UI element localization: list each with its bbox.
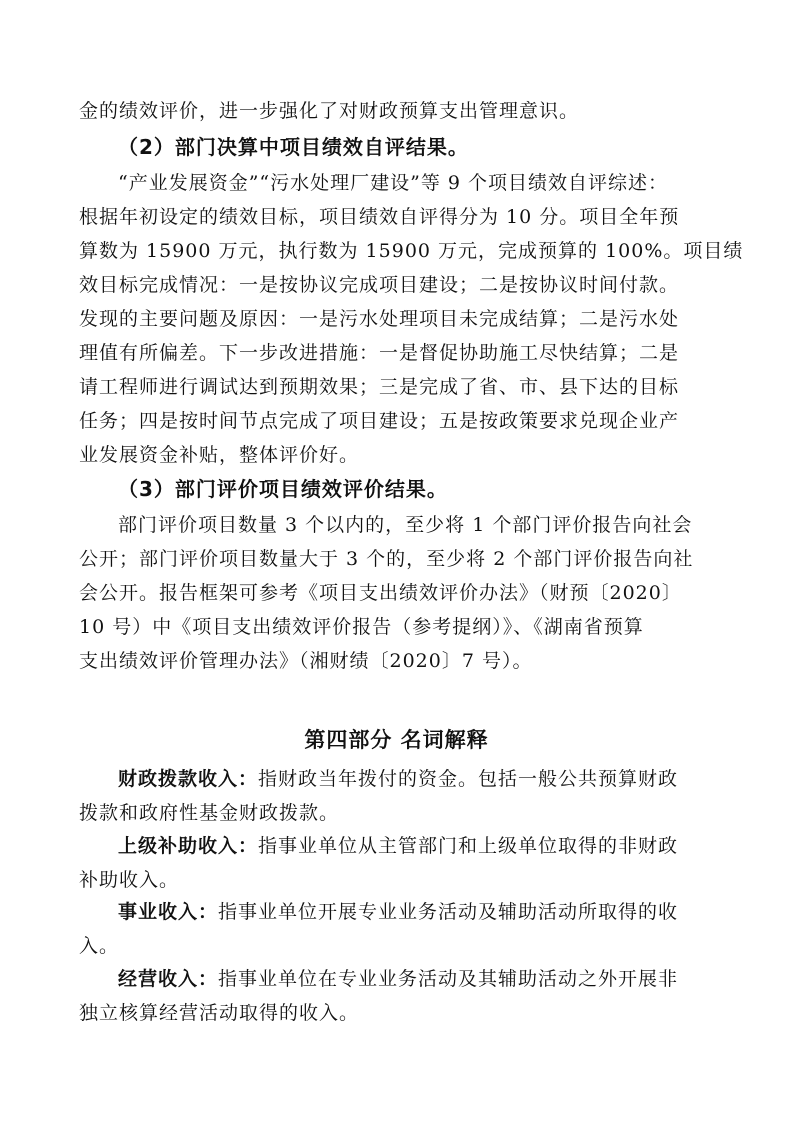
paragraph-line: 支出绩效评价管理办法》（湘财绩〔2020〕7 号）。: [79, 650, 533, 672]
paragraph-line: 理值有所偏差。下一步改进措施：一是督促协助施工尽快结算；二是: [79, 342, 680, 364]
heading-item-2: （2）部门决算中项目绩效自评结果。: [118, 135, 469, 159]
definition-text: 指财政当年拨付的资金。包括一般公共预算财政: [258, 768, 679, 790]
paragraph-line: 公开；部门评价项目数量大于 3 个的，至少将 2 个部门评价报告向社: [79, 548, 694, 570]
term-label: 经营收入：: [118, 968, 219, 990]
paragraph-line: 请工程师进行调试达到预期效果；三是完成了省、市、县下达的目标: [79, 376, 680, 398]
definition-line: [118, 962, 678, 996]
paragraph-line: 会公开。报告框架可参考《项目支出绩效评价办法》（财预〔2020〕: [79, 582, 682, 604]
definition-continuation: 拨款和政府性基金财政拨款。: [79, 802, 340, 824]
paragraph-line: 业发展资金补贴，整体评价好。: [79, 444, 360, 466]
definition-line: [118, 829, 678, 863]
definition-text: 指事业单位从主管部门和上级单位取得的非财政: [258, 835, 679, 857]
section-title: 第四部分 名词解释: [304, 728, 489, 752]
definition-continuation: 入。: [79, 935, 120, 957]
paragraph-line: 10 号）中《项目支出绩效评价报告（参考提纲）》、《湖南省预算: [79, 616, 644, 638]
paragraph-lead-line: 金的绩效评价，进一步强化了对财政预算支出管理意识。: [79, 100, 580, 122]
definition-continuation: 补助收入。: [79, 869, 180, 891]
paragraph-line: 效目标完成情况：一是按协议完成项目建设；二是按协议时间付款。: [79, 274, 680, 296]
definition-text: 指事业单位开展专业业务活动及辅助活动所取得的收: [218, 901, 679, 923]
definition-line: [118, 762, 678, 796]
definition-line: [118, 895, 678, 929]
definition-text: 指事业单位在专业业务活动及其辅助活动之外开展非: [218, 968, 679, 990]
paragraph-line: 算数为 15900 万元，执行数为 15900 万元，完成预算的 100%。项目绩: [79, 240, 744, 262]
term-label: 事业收入：: [118, 901, 219, 923]
paragraph-line: “产业发展资金”“污水处理厂建设”等 9 个项目绩效自评综述：: [118, 172, 669, 194]
term-label: 上级补助收入：: [118, 835, 259, 857]
paragraph-line: 根据年初设定的绩效目标，项目绩效自评得分为 10 分。项目全年预: [79, 206, 680, 228]
definition-continuation: 独立核算经营活动取得的收入。: [79, 1002, 360, 1024]
paragraph-line: 发现的主要问题及原因：一是污水处理项目未完成结算；二是污水处: [79, 308, 680, 330]
paragraph-line: 任务；四是按时间节点完成了项目建设；五是按政策要求兑现企业产: [79, 410, 680, 432]
paragraph-line: 部门评价项目数量 3 个以内的，至少将 1 个部门评价报告向社会: [118, 514, 693, 536]
term-label: 财政拨款收入：: [118, 768, 259, 790]
heading-item-3: （3）部门评价项目绩效评价结果。: [118, 477, 448, 501]
